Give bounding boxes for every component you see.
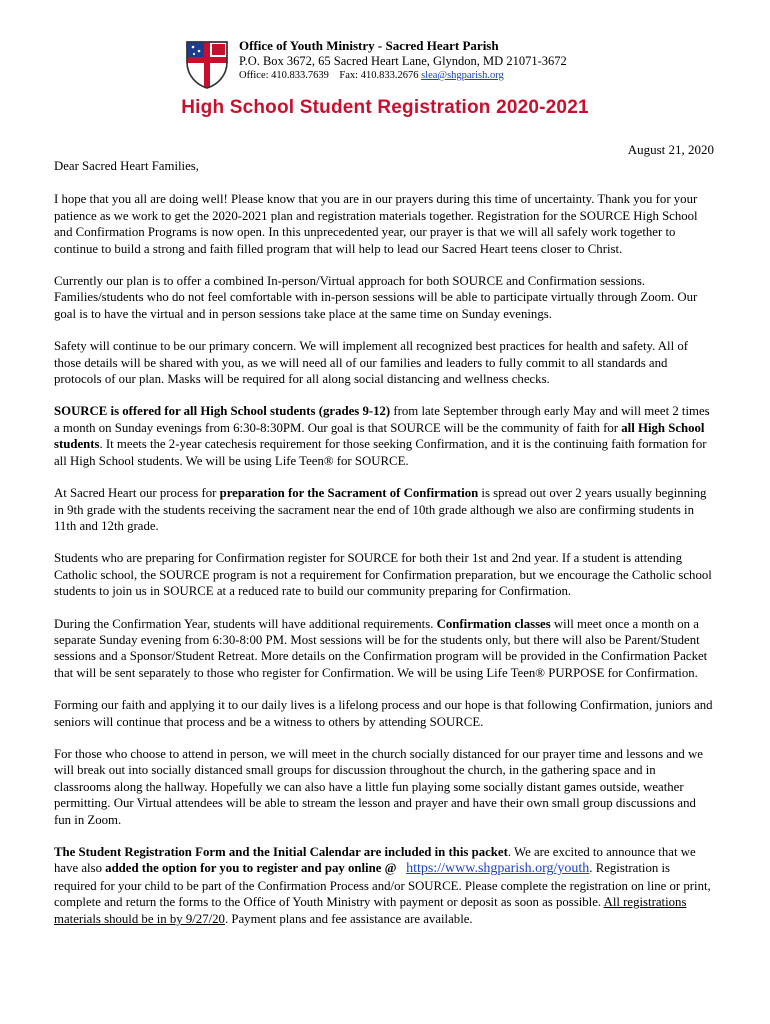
- paragraph-2: Currently our plan is to offer a combined In-person/Virtual approach for both SOURCE and Confirmation sessions. Families/students who do not feel comfortable with in-person sessions will be able to participate virtually through Zoom. Our goal is to have the virtual and in person sessions take place at the same time on Sunday evenings.: [54, 274, 698, 321]
- paragraph-9: For those who choose to attend in person, we will meet in the church socially distanced for our prayer time and lessons and we will break out into socially distanced small groups for discussion throughout the church, in the gathering space and in classrooms along the hallway. Hopefully we can also have a little fun playing some socially distant games outside, weather permitting. Our Virtual attendees will be able to stream the lesson and prayer and have their own small group discussions and fun in Zoom.: [54, 746, 703, 827]
- contact-line: [239, 69, 699, 83]
- youth-website-link[interactable]: https://www.shgparish.org/youth: [406, 861, 590, 877]
- email-link[interactable]: slea@shgparish.org: [421, 70, 504, 81]
- document-title: High School Student Registration 2020-2021: [181, 97, 589, 118]
- fax-number: Fax: 410.833.2676: [339, 70, 419, 81]
- source-offer-bold: SOURCE is offered for all High School students (grades 9-12): [54, 404, 391, 419]
- organization-address: P.O. Box 3672, 65 Sacred Heart Lane, Glyndon, MD 21071-3672: [239, 54, 567, 68]
- letter-body: [54, 158, 714, 943]
- deadline-underlined: All registrations materials should be in by 9/27/20: [54, 895, 687, 926]
- paragraph-6: Students who are preparing for Confirmation register for SOURCE for both their 1st and 2nd year. If a student is attending Catholic school, the SOURCE program is not a requirement for Confirmation preparation, but we encourage the Catholic school students to join us in SOURCE at a reduced rate to build our community preparing for Confirmation.: [54, 551, 712, 599]
- office-phone: Office: 410.833.7639: [239, 70, 329, 81]
- organization-name: Office of Youth Ministry - Sacred Heart Parish: [239, 38, 499, 53]
- confirmation-classes-bold: Confirmation classes: [436, 616, 551, 631]
- registration-form-bold: The Student Registration Form and the Initial Calendar are included in this packet: [54, 845, 508, 859]
- paragraph-8: Forming our faith and applying it to our daily lives is a lifelong process and our hope is that following Confirmation, juniors and seniors will continue that process and be a witness to others by attending SOURCE.: [54, 698, 713, 729]
- letterhead: [185, 36, 705, 92]
- letter-date: August 21, 2020: [627, 142, 714, 157]
- paragraph-4: SOURCE is offered for all High School students (grades 9-12) from late September through early May and will meet 2 times a month on Sunday evenings from 6:30-8:30PM. Our goal is that SOURCE will be the community of faith for all High School students. It meets the 2-year catechesis requirement for those seeking Confirmation, and it is the continuing faith formation for all High School students. We will be using Life Teen® for SOURCE.: [54, 404, 710, 468]
- salutation: Dear Sacred Heart Families,: [54, 159, 199, 173]
- confirmation-prep-bold: preparation for the Sacrament of Confirmation: [219, 486, 479, 501]
- paragraph-3: Safety will continue to be our primary concern. We will implement all recognized best practices for health and safety. All of those details will be shared with you, as we will need all of our families and leaders to fully commit to all standards and protocols of our plan. Masks will be required for all along social distancing and wellness checks.: [54, 339, 688, 387]
- paragraph-1: I hope that you all are doing well! Please know that you are in our prayers during this time of uncertainty. Thank you for your patience as we work to get the 2020-2021 plan and registration materials together. Registration for the SOURCE High School and Confirmation Programs is now open. In this unprecedented year, our prayer is that we will all safely work together to continue to build a strong and faith filled program that will help to lead our Sacred Heart teens closer to Christ.: [54, 192, 698, 256]
- register-online-bold: added the option for you to register and pay online @: [105, 861, 397, 876]
- paragraph-10: The Student Registration Form and the Initial Calendar are included in this packet. We are excited to announce that we have also added the option for you to register and pay online @ https://www.shgparish.org/youth. Registration is required for your child to be part of the Confirmation Process and/or SOURCE. Please complete the registration on line or print, complete and return the forms to the Office of Youth Ministry with payment or deposit as soon as possible. All registrations materials should be in by 9/27/20. Payment plans and fee assistance are available.: [54, 845, 711, 926]
- parish-crest-icon: [185, 40, 229, 90]
- paragraph-5: At Sacred Heart our process for preparation for the Sacrament of Confirmation is spread out over 2 years usually beginning in 9th grade with the students receiving the sacrament near the end of 10th grade although we also are confirming students in 11th and 12th grade.: [54, 486, 707, 533]
- paragraph-7: During the Confirmation Year, students will have additional requirements. Confirmation classes will meet once a month on a separate Sunday evening from 6:30-8:00 PM. Most sessions will be for the students only, but there will also be Parent/Student sessions and a Sponsor/Student Retreat. More details on the Confirmation program will be provided in the Confirmation Packet that will be sent separately to those who register for Confirmation. We will be using Life Teen® PURPOSE for Confirmation.: [54, 616, 708, 680]
- all-students-bold: all High School students: [54, 420, 705, 452]
